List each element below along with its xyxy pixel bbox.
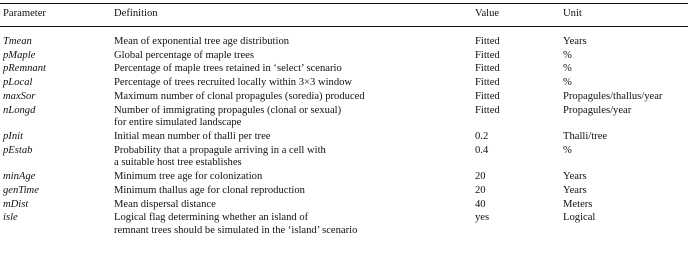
definition-cell: Probability that a propagule arriving in a cell with (114, 144, 326, 156)
unit-cell: % (563, 63, 572, 75)
parameter-cell: pInit (3, 131, 24, 142)
parameter-cell: pMaple (3, 49, 36, 61)
parameter-cell: minAge (3, 171, 36, 183)
unit-cell: Propagules/year (563, 104, 632, 116)
definition-cell: Percentage of maple trees retained in ‘select’ scenario (114, 63, 342, 75)
value-cell: 0.2 (475, 131, 489, 142)
parameter-cell: isle (3, 212, 18, 224)
definition-cell: Mean of exponential tree age distribution (114, 36, 290, 47)
definition-cell: a suitable host tree establishes (114, 157, 242, 169)
definition-cell: Minimum tree age for colonization (114, 171, 263, 183)
unit-cell: Years (563, 36, 587, 47)
table-header-row (0, 8, 688, 24)
unit-cell: % (563, 144, 572, 156)
definition-cell: Logical flag determining whether an island of (114, 212, 309, 224)
value-cell: 0.4 (475, 144, 489, 156)
header-definition: Definition (114, 8, 158, 19)
unit-cell: % (563, 49, 572, 61)
value-cell: 20 (475, 184, 486, 196)
parameter-cell: nLongd (3, 104, 36, 116)
header-unit: Unit (563, 8, 582, 19)
definition-cell: Mean dispersal distance (114, 198, 216, 210)
unit-cell: Years (563, 171, 587, 183)
definition-cell: Initial mean number of thalli per tree (114, 131, 271, 142)
definition-cell: Percentage of trees recruited locally within 3×3 window (114, 77, 353, 89)
parameter-cell: Tmean (3, 36, 32, 47)
unit-cell: Thalli/tree (563, 131, 608, 142)
value-cell: Fitted (475, 49, 500, 61)
definition-cell: Minimum thallus age for clonal reproduction (114, 184, 305, 196)
unit-cell: % (563, 77, 572, 89)
definition-cell: Global percentage of maple trees (114, 49, 255, 61)
value-cell: Fitted (475, 36, 500, 47)
definition-cell: for entire simulated landscape (114, 117, 242, 129)
parameter-cell: mDist (3, 198, 29, 210)
value-cell: Fitted (475, 63, 500, 75)
unit-cell: Logical (563, 212, 596, 224)
value-cell: Fitted (475, 77, 500, 89)
parameter-cell: genTime (3, 184, 39, 196)
parameter-cell: maxSor (3, 90, 36, 102)
parameter-cell: pRemnant (3, 63, 46, 75)
value-cell: 40 (475, 198, 486, 210)
unit-cell: Years (563, 184, 587, 196)
header-parameter: Parameter (3, 8, 46, 19)
definition-cell: remnant trees should be simulated in the ‘island’ scenario (114, 225, 358, 237)
definition-cell: Number of immigrating propagules (clonal or sexual) (114, 104, 342, 116)
definition-cell: Maximum number of clonal propagules (soredia) produced (114, 90, 365, 102)
parameter-cell: pLocal (3, 77, 33, 89)
value-cell: Fitted (475, 104, 500, 116)
header-value: Value (475, 8, 500, 19)
value-cell: Fitted (475, 90, 500, 102)
table-top-rule (0, 3, 688, 4)
unit-cell: Meters (563, 198, 593, 210)
parameter-cell: pEstab (3, 144, 33, 156)
value-cell: 20 (475, 171, 486, 183)
table-header-rule (0, 26, 688, 27)
value-cell: yes (475, 212, 490, 224)
unit-cell: Propagules/thallus/year (563, 90, 663, 102)
